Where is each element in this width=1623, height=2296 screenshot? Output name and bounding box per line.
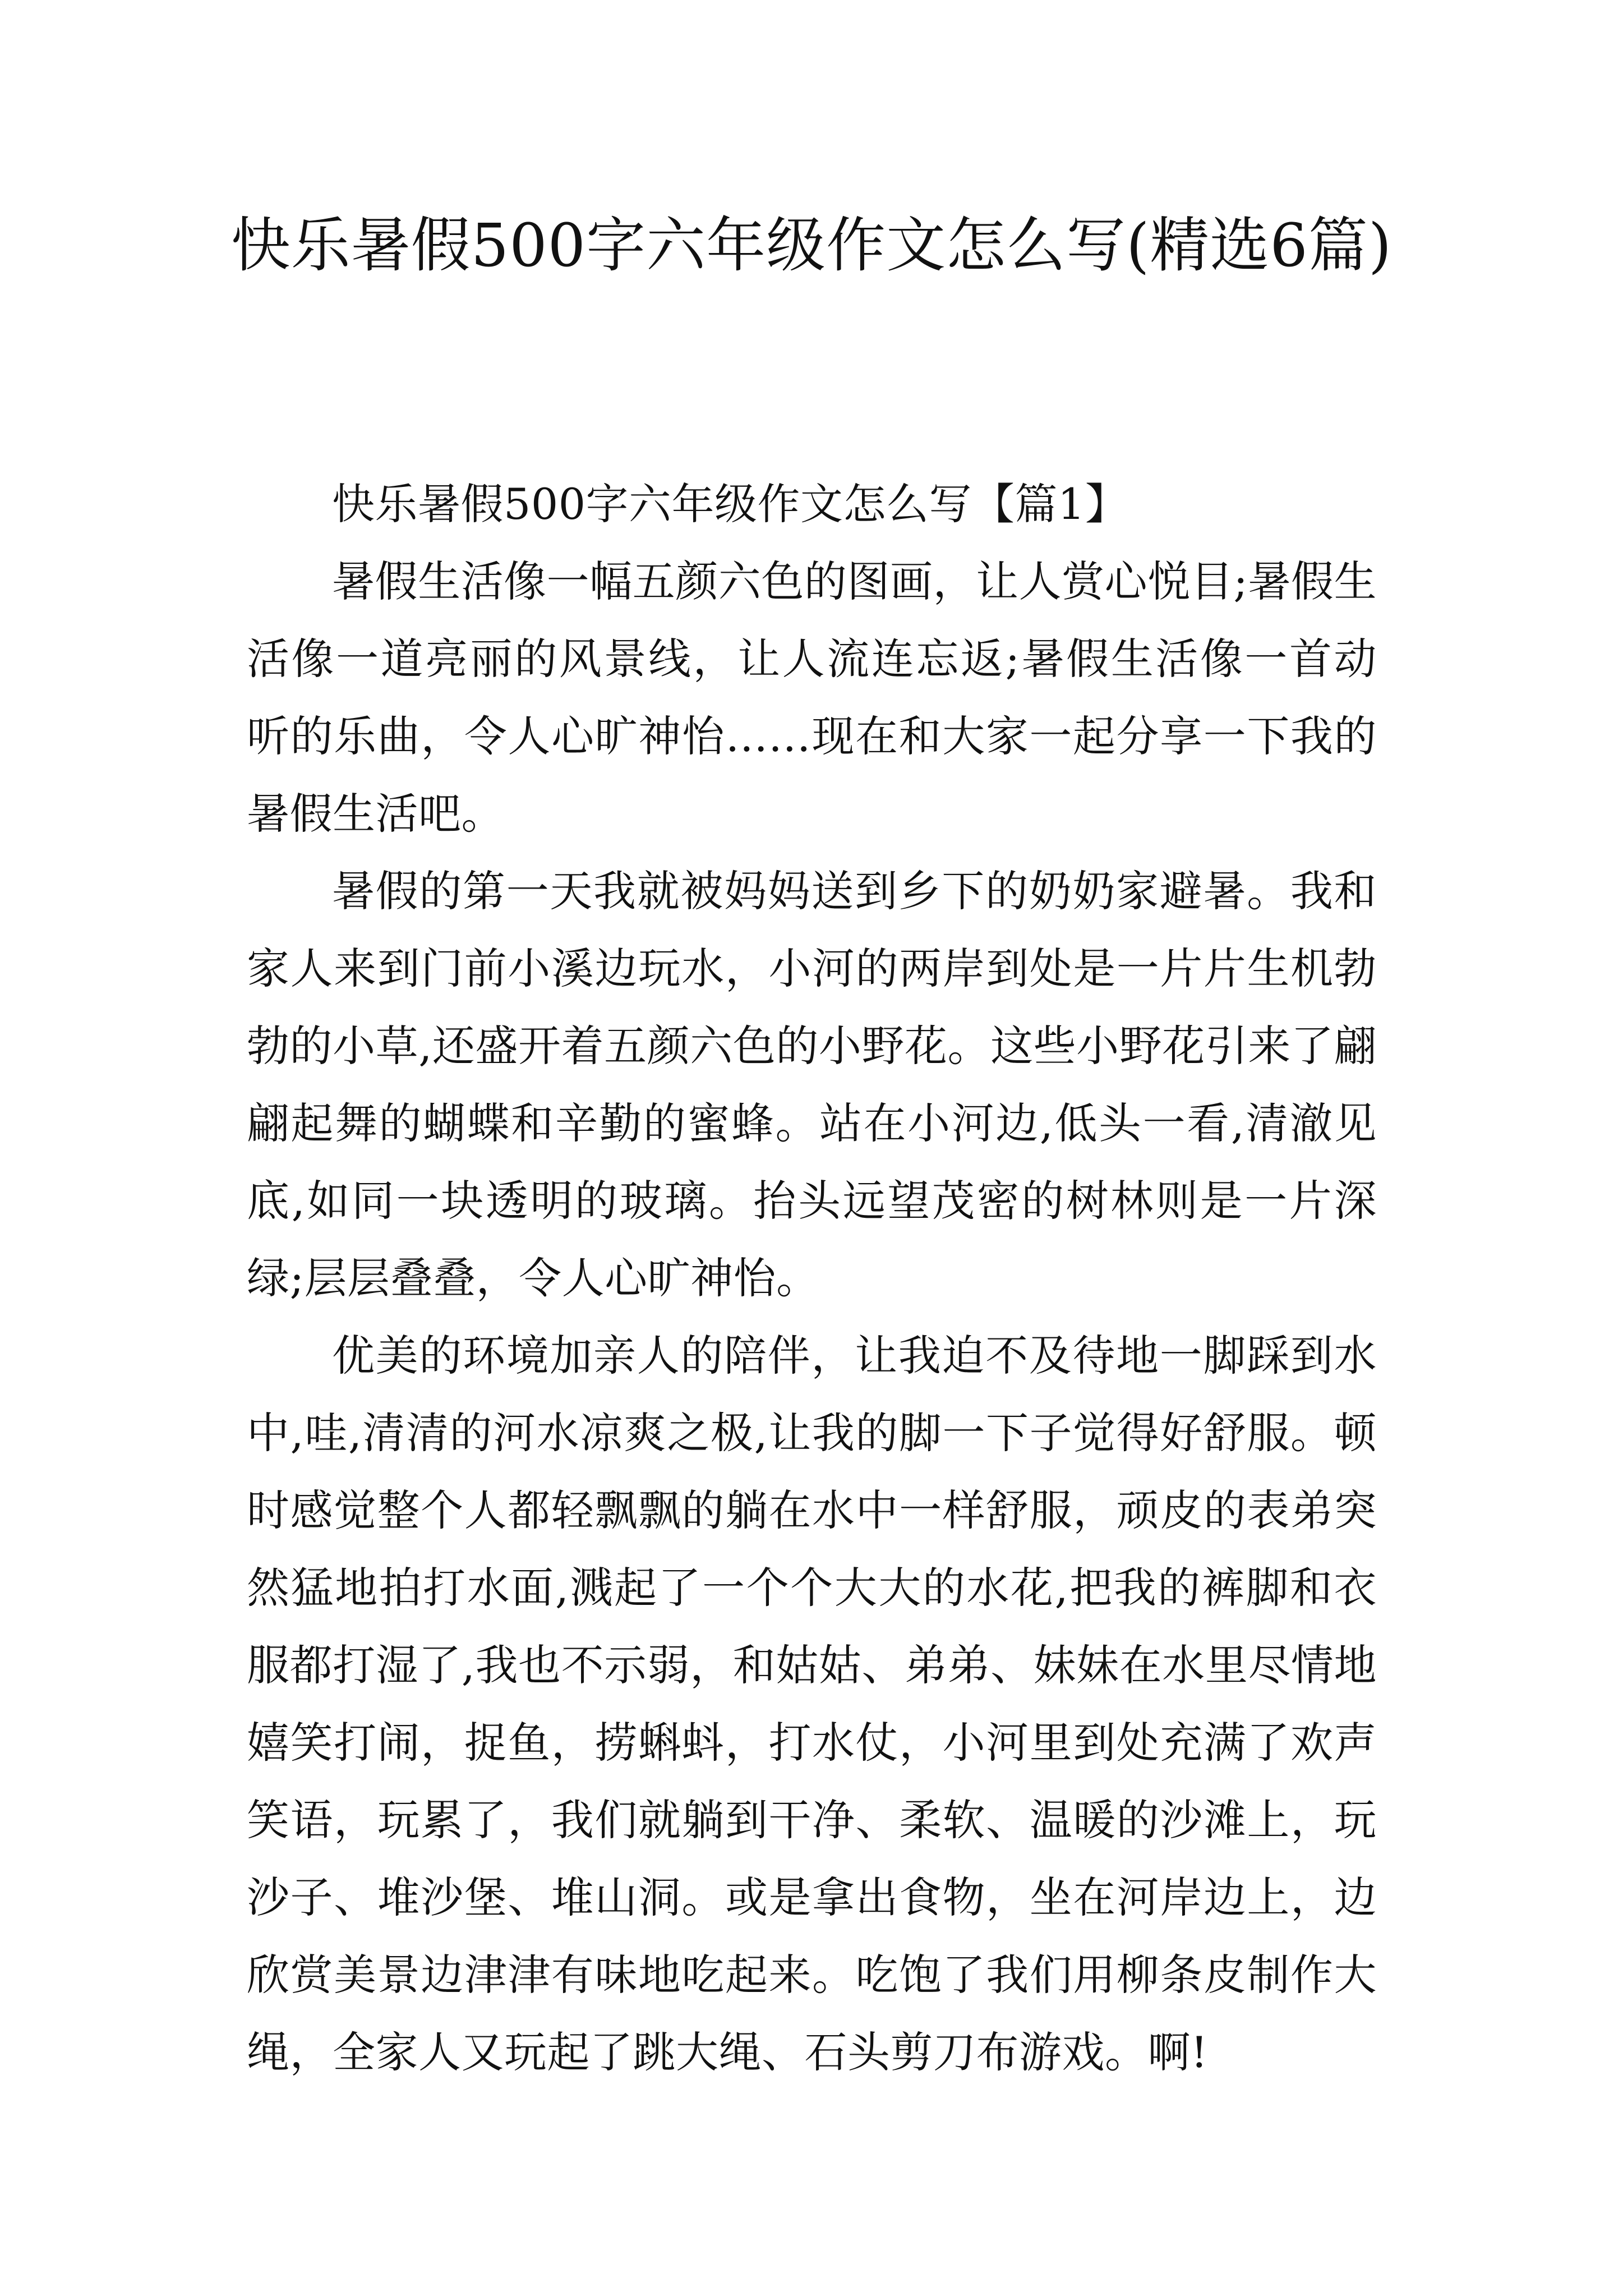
paragraph: 暑假生活像一幅五颜六色的图画，让人赏心悦目;暑假生活像一道亮丽的风景线，让人流连忘返;暑假生活像一首动听的乐曲，令人心旷神怡……现在和大家一起分享一下我的暑假生活吧。 — [247, 556, 1377, 839]
document-body — [247, 466, 1377, 2091]
document-title: 快乐暑假500字六年级作文怎么写(精选6篇) — [230, 211, 1393, 280]
section-heading: 快乐暑假500字六年级作文怎么写【篇1】 — [332, 479, 1128, 529]
paragraph: 暑假的第一天我就被妈妈送到乡下的奶奶家避暑。我和家人来到门前小溪边玩水，小河的两岸到处是一片片生机勃勃的小草,还盛开着五颜六色的小野花。这些小野花引来了翩翩起舞的蝴蝶和辛勤的蜜蜂。站在小河边,低头一看,清澈见底,如同一块透明的玻璃。抬头远望茂密的树林则是一片深绿;层层叠叠，令人心旷神怡。 — [247, 866, 1377, 1303]
paragraph: 优美的环境加亲人的陪伴，让我迫不及待地一脚踩到水中,哇,清清的河水凉爽之极,让我的脚一下子觉得好舒服。顿时感觉整个人都轻飘飘的躺在水中一样舒服，顽皮的表弟突然猛地拍打水面,溅起了一个个大大的水花,把我的裤脚和衣服都打湿了,我也不示弱，和姑姑、弟弟、妹妹在水里尽情地嬉笑打闹，捉鱼，捞蝌蚪，打水仗，小河里到处充满了欢声笑语，玩累了，我们就躺到干净、柔软、温暖的沙滩上，玩沙子、堆沙堡、堆山洞。或是拿出食物，坐在河岸边上，边欣赏美景边津津有味地吃起来。吃饱了我们用柳条皮制作大绳，全家人又玩起了跳大绳、石头剪刀布游戏。啊! — [247, 1331, 1377, 2077]
